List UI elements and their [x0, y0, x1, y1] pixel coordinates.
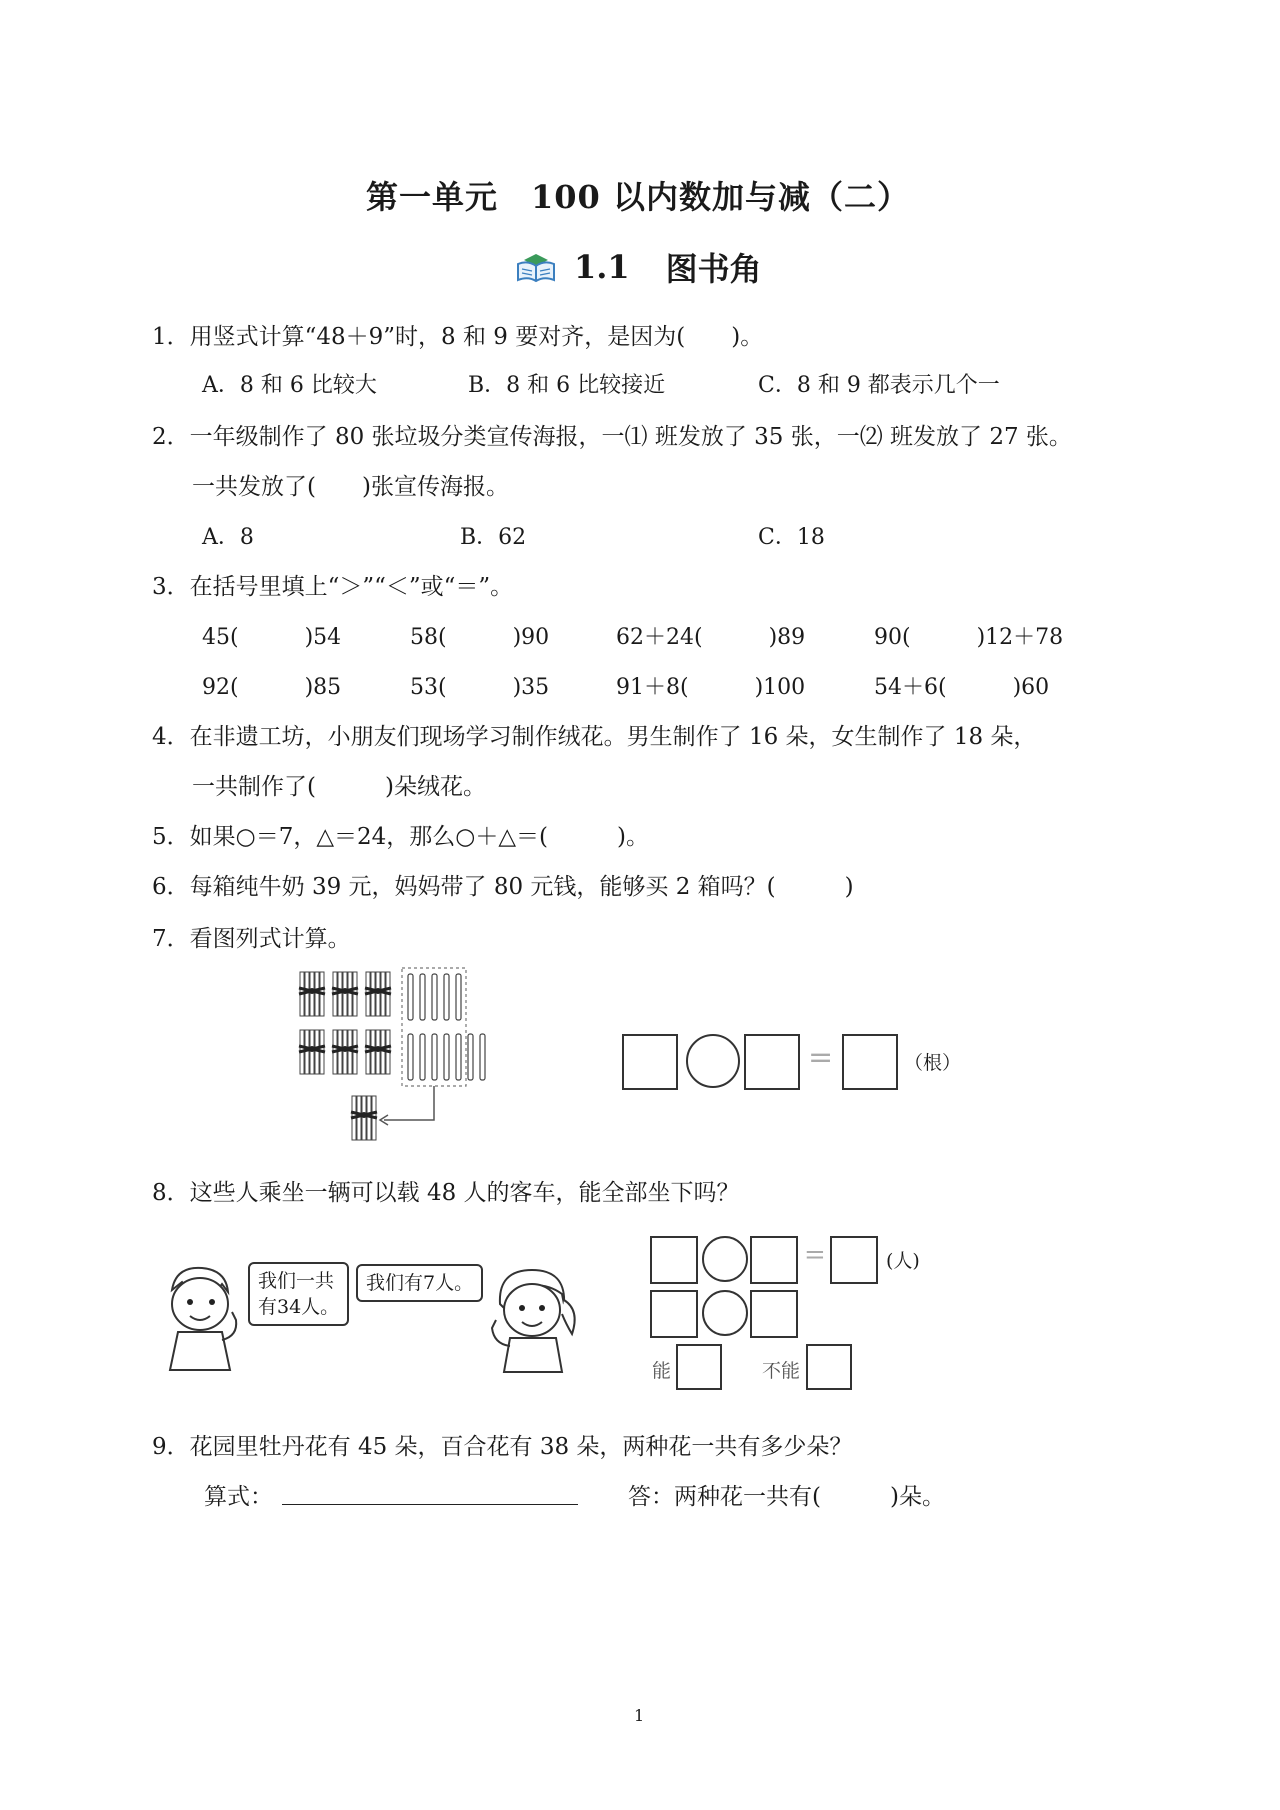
q7-stick-figure — [296, 966, 506, 1156]
book-icon — [514, 250, 558, 284]
question-4-line-2: 一共制作了( )朵绒花。 — [192, 774, 486, 800]
q9-formula-blank[interactable] — [282, 1504, 578, 1505]
q8-unit-label: (人) — [886, 1250, 920, 1272]
question-8: 8．这些人乘坐一辆可以载 48 人的客车，能全部坐下吗？ — [152, 1180, 740, 1206]
q8-can-box[interactable] — [676, 1344, 722, 1390]
compare-item: 62＋24( )89 — [616, 625, 806, 650]
section-title: 图书角 — [665, 250, 762, 288]
stick-bundle-icon — [299, 972, 391, 1140]
compare-item: 58( )90 — [410, 625, 550, 650]
section-heading — [514, 244, 762, 290]
girl-speech-bubble: 我们有7人。 — [356, 1264, 483, 1302]
q8-operator-circle-1[interactable] — [702, 1236, 748, 1282]
q2-option-c: C．18 — [758, 525, 825, 550]
compare-item: 92( )85 — [202, 675, 342, 700]
q7-operator-circle[interactable] — [686, 1034, 740, 1088]
q7-answer-box-1[interactable] — [622, 1034, 678, 1090]
question-3: 3．在括号里填上“＞”“＜”或“＝”。 — [152, 574, 514, 600]
boy-illustration — [156, 1262, 244, 1372]
q8-cannot-box[interactable] — [806, 1344, 852, 1390]
compare-item: 91＋8( )100 — [616, 675, 806, 700]
q2-option-b: B．62 — [460, 525, 527, 550]
q1-option-c: C．8 和 9 都表示几个一 — [758, 373, 1000, 398]
question-5: 5．如果○＝7，△＝24，那么○＋△＝( )。 — [152, 824, 649, 850]
question-6: 6．每箱纯牛奶 39 元，妈妈带了 80 元钱，能够买 2 箱吗？( ) — [152, 874, 854, 900]
q7-unit-label: （根） — [904, 1052, 962, 1074]
q7-answer-box-result[interactable] — [842, 1034, 898, 1090]
q1-option-a: A．8 和 6 比较大 — [202, 373, 377, 398]
q8-compare-box-1[interactable] — [650, 1290, 698, 1338]
q8-answer-box-result[interactable] — [830, 1236, 878, 1284]
question-1: 1．用竖式计算“48＋9”时，8 和 9 要对齐，是因为( )。 — [152, 324, 764, 350]
compare-item: 45( )54 — [202, 625, 342, 650]
compare-item: 90( )12＋78 — [874, 625, 1064, 650]
section-number: 1.1 — [574, 248, 630, 286]
q8-can-label: 能 — [652, 1360, 672, 1382]
page-number: 1 — [634, 1706, 645, 1725]
question-9: 9．花园里牡丹花有 45 朵，百合花有 38 朵，两种花一共有多少朵？ — [152, 1434, 853, 1460]
q8-equals-sign: = — [804, 1240, 826, 1270]
girl-illustration — [486, 1264, 582, 1374]
q7-answer-box-2[interactable] — [744, 1034, 800, 1090]
q8-answer-box-1[interactable] — [650, 1236, 698, 1284]
compare-item: 53( )35 — [410, 675, 550, 700]
q8-answer-box-2[interactable] — [750, 1236, 798, 1284]
q1-option-b: B．8 和 6 比较接近 — [468, 373, 666, 398]
question-2-line-1: 2．一年级制作了 80 张垃圾分类宣传海报，一⑴ 班发放了 35 张，一⑵ 班发放了 27 张。 — [152, 424, 1072, 450]
q8-compare-box-2[interactable] — [750, 1290, 798, 1338]
compare-item: 54＋6( )60 — [874, 675, 1050, 700]
question-2-line-2: 一共发放了( )张宣传海报。 — [192, 474, 509, 500]
q9-answer-text: 答：两种花一共有( )朵。 — [628, 1484, 945, 1510]
boy-speech-bubble: 我们一共 有34人。 — [248, 1262, 349, 1326]
q8-operator-circle-2[interactable] — [702, 1290, 748, 1336]
q7-equals-sign: = — [808, 1040, 834, 1075]
q2-option-a: A．8 — [202, 525, 254, 550]
page-title: 第一单元 100 以内数加与减（二） — [366, 178, 910, 216]
question-4-line-1: 4．在非遗工坊，小朋友们现场学习制作绒花。男生制作了 16 朵，女生制作了 18 朵， — [152, 724, 1037, 750]
q9-formula-label: 算式： — [204, 1484, 273, 1510]
q8-cannot-label: 不能 — [762, 1360, 801, 1382]
question-7: 7．看图列式计算。 — [152, 926, 351, 952]
